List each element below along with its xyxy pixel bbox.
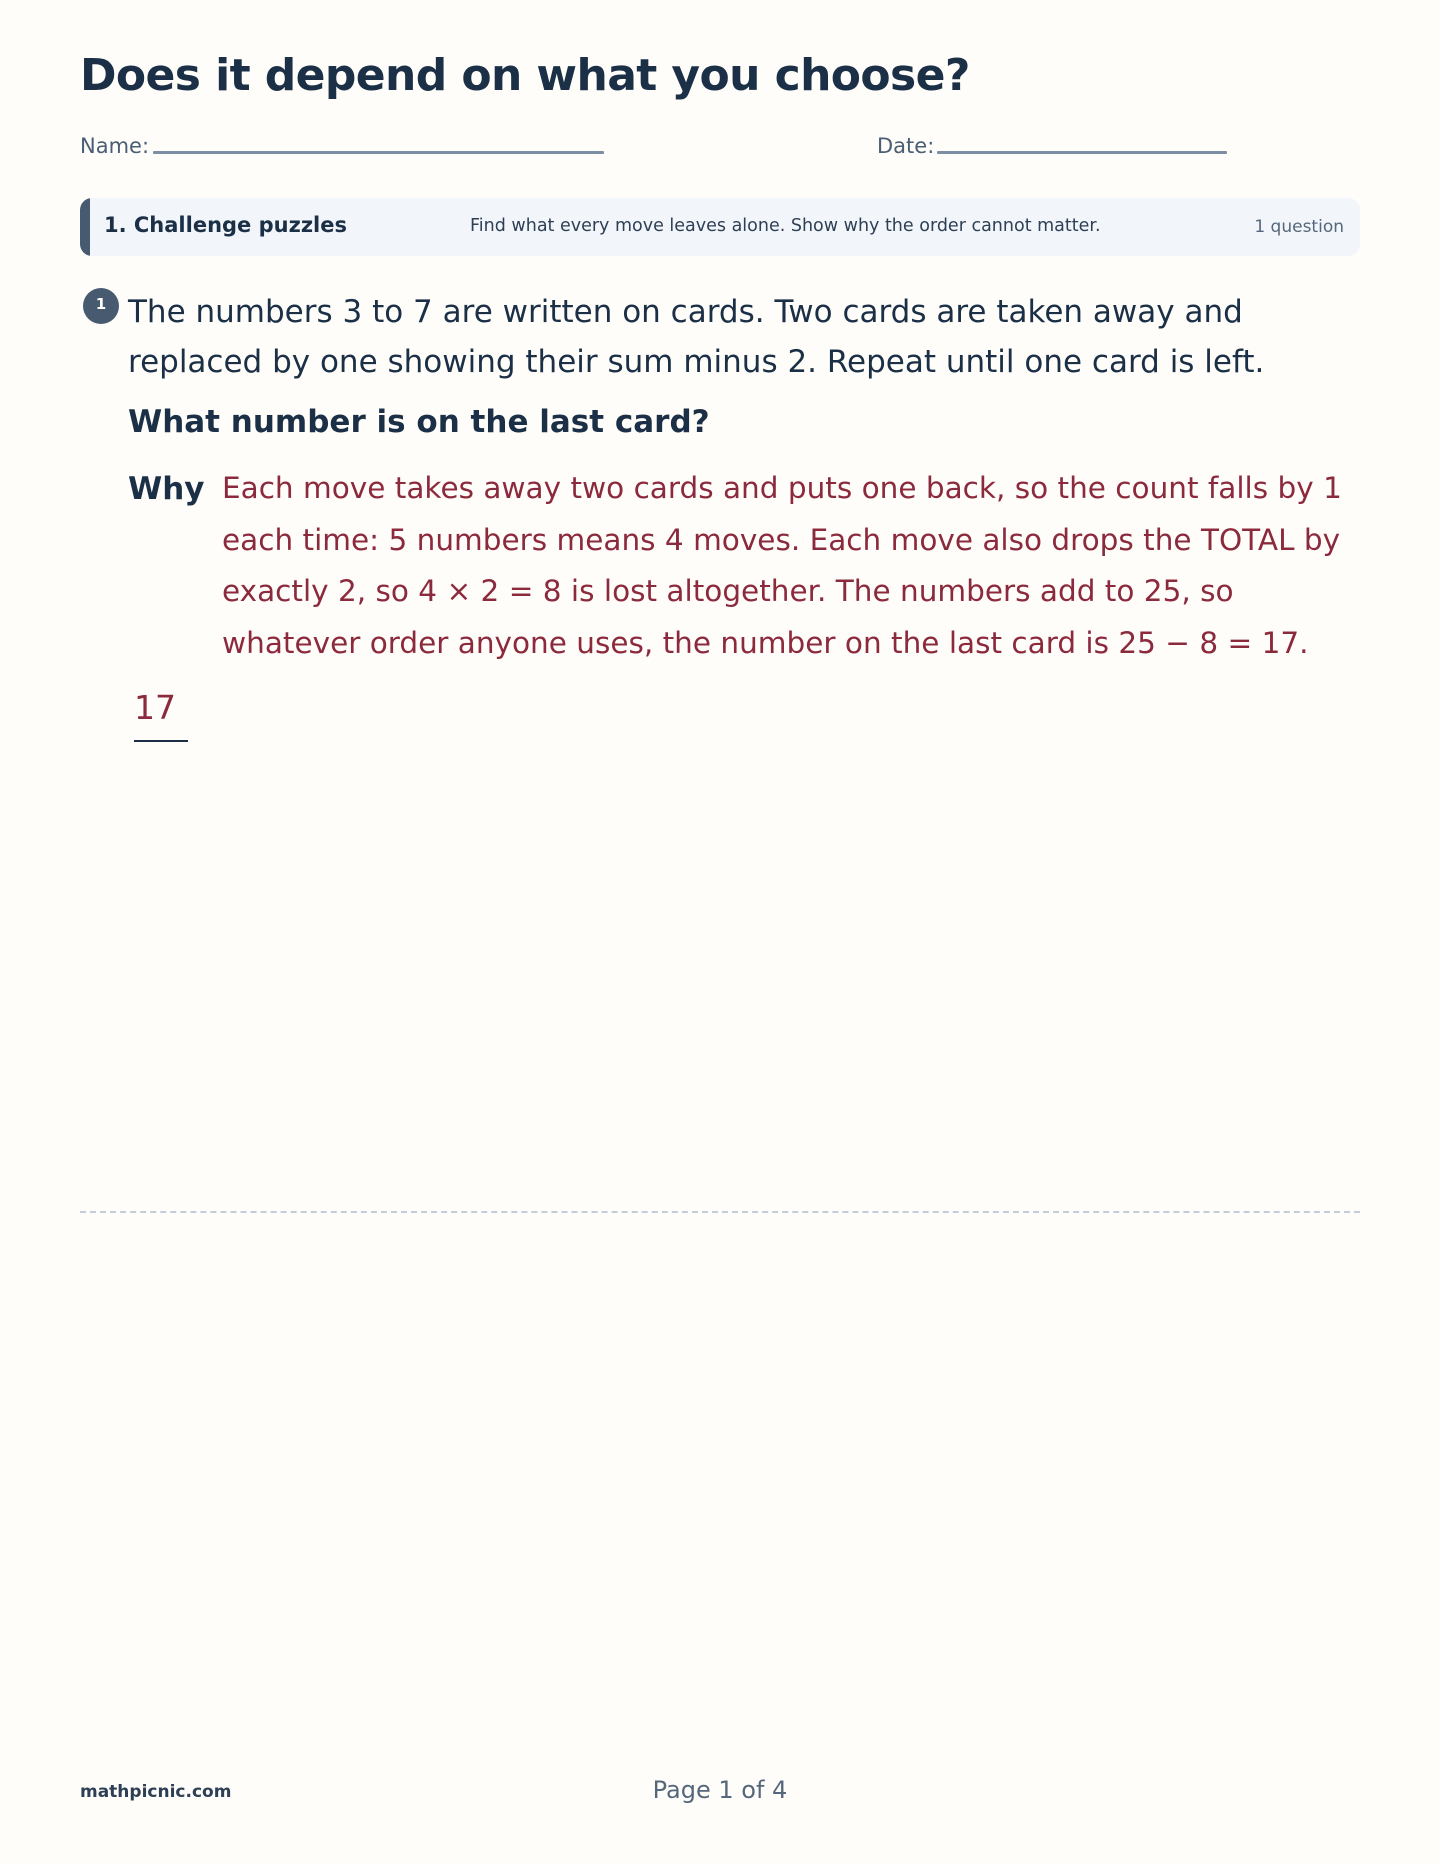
date-label: Date:	[877, 134, 935, 158]
date-input-line[interactable]	[937, 151, 1227, 154]
question-prompt: What number is on the last card?	[128, 404, 710, 440]
question-number-badge: 1	[83, 288, 119, 324]
name-label: Name:	[80, 134, 150, 158]
section-header	[80, 198, 1360, 256]
why-explanation: Each move takes away two cards and puts one back, so the count falls by 1 each time: 5 numbers means 4 moves. Each move also drops the TOTAL by exactly 2, so 4 × 2 = 8 is lost altogether. The numbers add to 25, so whatever order anyone uses, the number on the last card is 25 − 8 = 17.	[222, 471, 1342, 660]
section-divider	[80, 1211, 1360, 1213]
name-input-line[interactable]	[153, 151, 604, 154]
answer-value: 17	[134, 688, 176, 727]
answer-line[interactable]	[134, 740, 188, 742]
section-accent-bar	[80, 198, 90, 256]
why-label: Why	[128, 471, 205, 507]
page-number: Page 1 of 4	[652, 1776, 788, 1804]
footer-site: mathpicnic.com	[80, 1782, 232, 1802]
date-field	[877, 134, 934, 158]
section-question-count: 1 question	[1254, 217, 1344, 237]
page-title: Does it depend on what you choose?	[80, 50, 970, 101]
section-instructions: Find what every move leaves alone. Show why the order cannot matter.	[470, 216, 1101, 236]
section-title: 1. Challenge puzzles	[104, 213, 347, 237]
name-field	[80, 134, 149, 158]
question-stem: The numbers 3 to 7 are written on cards. Two cards are taken away and replaced by one showing their sum minus 2. Repeat until one card is left.	[128, 294, 1265, 380]
